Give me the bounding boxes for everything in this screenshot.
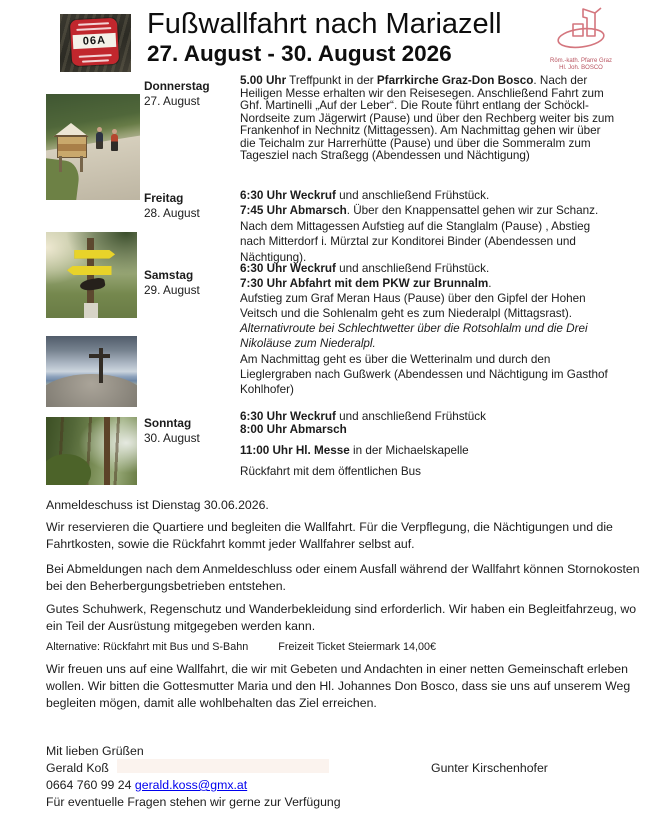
photo-summit-cross: [46, 336, 137, 407]
info-stand-board: [57, 136, 87, 158]
info-stand-leg: [59, 156, 62, 172]
schedule-samstag-text: [240, 261, 618, 397]
schedule-paragraph: 7:45 Uhr Abmarsch. Über den Knappensattel gehen wir zur Schanz. Nach dem Mittagessen Aufstieg auf die Stanglalm (Pause) , Abstieg nach Mitterdorf i. Mürztal zur Konditorei Binder (Abendessen und Nächtigung).: [240, 204, 599, 264]
signpost-base: [84, 303, 98, 318]
date-range: 27. August - 30. August 2026: [147, 41, 452, 66]
marker-small-text-line: [78, 22, 109, 26]
church-tower-icon: [543, 5, 619, 53]
return-alternative-note: [46, 641, 646, 654]
day-label-samstag: [144, 268, 236, 298]
rocky-summit-shape: [46, 374, 137, 407]
trail-marker-code: 06A: [82, 33, 107, 48]
marker-small-text-line: [79, 54, 112, 58]
day-label-donnerstag: [144, 79, 236, 109]
costs-note: Wir reservieren die Quartiere und begleiten die Wallfahrt. Für die Verpflegung, die Nächtigungen und die Fahrtkosten, sowie die Rückfahrt kommt jeder Wallfahrer selbst auf.: [46, 520, 613, 551]
cancellation-note: Bei Abmeldungen nach dem Anmeldeschluss oder einem Ausfall während der Wallfahrt können Stornokosten bei den Beherbergungsbetrieben entstehen.: [46, 562, 640, 593]
schedule-paragraph: Alternativroute bei Schlechtwetter über die Rotsohlalm und die Drei Nikoläuse zum Niederalpl.: [240, 322, 588, 351]
schedule-paragraph: 5.00 Uhr Treffpunkt in der Pfarrkirche Graz-Don Bosco. Nach der Heiligen Messe erhalten wir den Reisesegen. Anschließend Fahrt zum Ghf. Martinelli „Auf der Leber“. Die Route führt entlang der Schöckl-Nordseite zum Jägerwirt (Pause) und über den Rechberg weiter bis zum Frankenhof in Nechnitz (Mittagessen). Am Nachmittag gehen wir über die Teichalm zur Harrerhütte (Pause) und über die Sommeralm zum Tagesziel nach Straßegg (Abendessen und Nächtigung): [240, 74, 615, 162]
hiker-figure: [96, 132, 103, 149]
day-name: Donnerstag: [144, 79, 210, 93]
summit-cross-vertical: [99, 348, 103, 383]
alternative-return-text: Alternative: Rückfahrt mit Bus und S-Bahn: [46, 641, 249, 653]
info-stand-roof: [53, 123, 89, 137]
schedule-paragraph: 11:00 Uhr Hl. Messe in der Michaelskapelle: [240, 443, 469, 457]
day-date: 29. August: [144, 283, 200, 297]
parish-patron: Hl. Joh. BOSCO: [559, 65, 603, 71]
yellow-trail-sign: [67, 266, 112, 275]
yellow-trail-sign: [74, 250, 115, 259]
schedule-paragraph: 6:30 Uhr Weckruf und anschließend Frühstück.: [240, 262, 490, 275]
contact-line: [46, 777, 247, 794]
marker-small-text-line: [82, 59, 109, 62]
marker-small-text-line: [76, 27, 111, 31]
day-date: 28. August: [144, 206, 200, 220]
schedule-paragraph: 8:00 Uhr Abmarsch: [240, 422, 347, 436]
day-date: 27. August: [144, 94, 200, 108]
schedule-freitag-text: [240, 188, 618, 265]
bush-shape: [46, 454, 91, 485]
photo-trail-hikers: [46, 94, 140, 200]
parish-logo: [543, 5, 619, 72]
photo-forest-view: [46, 417, 137, 485]
questions-line: Für eventuelle Fragen stehen wir gerne zur Verfügung: [46, 795, 341, 809]
ticket-price-text: Freizeit Ticket Steiermark 14,00€: [278, 641, 437, 653]
email-link[interactable]: gerald.koss@gmx.at: [134, 778, 248, 792]
organizer-name-left: Gerald Koß: [46, 761, 109, 775]
page-title: Fußwallfahrt nach Mariazell: [147, 8, 502, 40]
photo-yellow-signpost: [46, 232, 137, 318]
schedule-paragraph: Rückfahrt mit dem öffentlichen Bus: [240, 464, 422, 478]
day-label-freitag: [144, 191, 236, 221]
whiteout-area: [117, 759, 329, 773]
schedule-donnerstag-text: [240, 75, 618, 163]
day-name: Samstag: [144, 268, 194, 282]
schedule-paragraph: 7:30 Uhr Abfahrt mit dem PKW zur Brunnalm.: [240, 277, 492, 291]
day-name: Freitag: [144, 191, 184, 205]
day-name: Sonntag: [144, 416, 192, 430]
trail-marker-band: [73, 33, 117, 49]
schedule-paragraph: 6:30 Uhr Weckruf und anschließend Frühstück.: [240, 189, 490, 202]
trail-marker-photo: [60, 14, 131, 72]
greeting-line: Mit lieben Grüßen: [46, 744, 144, 758]
trail-marker-plaque: [70, 18, 119, 66]
signature-names: [46, 760, 548, 777]
registration-deadline-note: Anmeldeschuss ist Dienstag 30.06.2026.: [46, 498, 269, 512]
day-label-sonntag: [144, 416, 236, 446]
info-stand-leg: [80, 156, 83, 172]
schedule-paragraph: Am Nachmittag geht es über die Wetterinalm und durch den Lieglergraben nach Gußwerk (Abendessen und Nächtigung im Gasthof Kohlhofer): [240, 352, 608, 396]
closing-note: Wir freuen uns auf eine Wallfahrt, die wir mit Gebeten und Andachten in einer netten Gemeinschaft erleben wollen. Wir bitten die Gottesmutter Maria und den Hl. Johannes Don Bosco, dass sie uns auf unserem Weg begleiten mögen, damit alle wohlbehalten das Ziel erreichen.: [46, 662, 631, 710]
parish-name: Röm.-kath. Pfarre Graz: [549, 58, 612, 64]
tree-trunk-shape: [104, 417, 110, 485]
phone-number: 0664 760 99 24: [46, 778, 135, 792]
summit-cross-horizontal: [89, 354, 110, 358]
equipment-note: Gutes Schuhwerk, Regenschutz und Wanderbekleidung sind erforderlich. Wir haben ein Begleitfahrzeug, wo ein Teil der Ausrüstung mitgegeben werden kann.: [46, 602, 637, 633]
schedule-paragraph: 6:30 Uhr Weckruf und anschließend Frühstück: [240, 410, 486, 423]
hiker-figure: [111, 134, 118, 151]
day-date: 30. August: [144, 431, 200, 445]
schedule-sonntag-text: [240, 411, 618, 479]
schedule-paragraph: Aufstieg zum Graf Meran Haus (Pause) über den Gipfel der Hohen Veitsch und die Sohlenalm geht es zum Niederalpl (Mittagsrast).: [240, 292, 586, 321]
organizer-name-right: Gunter Kirschenhofer: [431, 761, 548, 775]
